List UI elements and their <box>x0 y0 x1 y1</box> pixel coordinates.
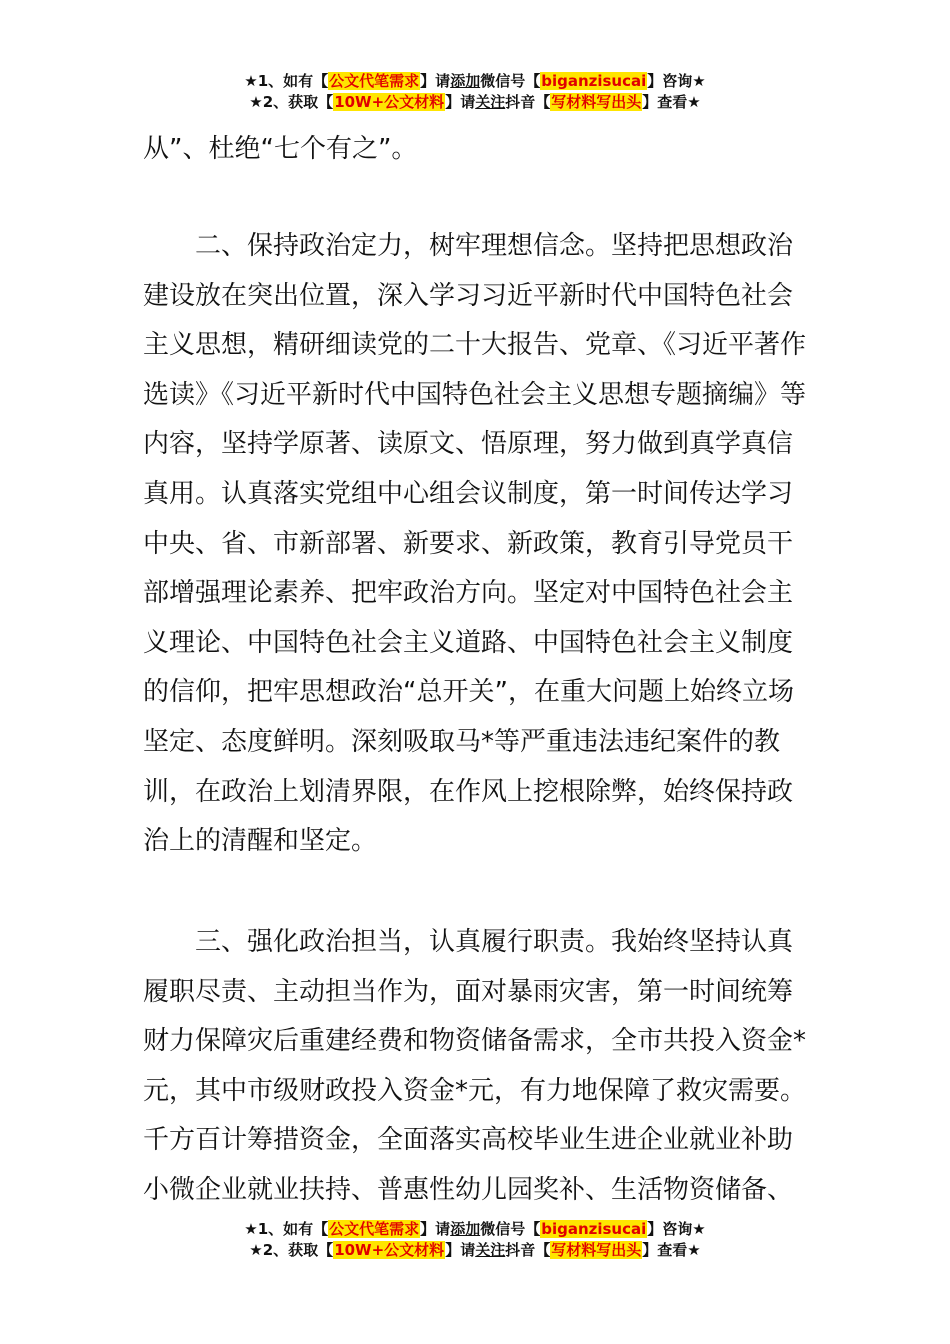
promo-text: 】请 <box>420 72 451 90</box>
promo-text: 】咨询★ <box>647 1220 706 1238</box>
promo-highlight: 写材料写出头 <box>551 1241 642 1259</box>
promo-highlight: 10W+公文材料 <box>334 93 445 111</box>
promo-text: 微信号【 <box>480 1220 541 1238</box>
promo-highlight: 公文代笔需求 <box>329 72 420 90</box>
promo-text: 】查看★ <box>642 1241 701 1259</box>
promo-highlight: biganzisucai <box>541 1220 647 1238</box>
paragraph-continuation: 从”、杜绝“七个有之”。 <box>143 134 418 164</box>
promo-line-2 <box>0 1240 950 1261</box>
promo-text: 】请 <box>445 93 476 111</box>
promo-underlined-text: 关注 <box>475 93 506 111</box>
promo-text: ★1、如有【 <box>244 72 329 90</box>
promo-underlined-text: 关注 <box>475 1241 506 1259</box>
promo-underlined-text: 添加 <box>450 72 481 90</box>
promo-text: 抖音【 <box>505 1241 551 1259</box>
promo-text: 】请 <box>445 1241 476 1259</box>
promo-text: ★2、获取【 <box>249 93 334 111</box>
paragraph-section-two: 二、保持政治定力，树牢理想信念。坚持把思想政治建设放在突出位置，深入学习习近平新时代中国特色社会主义思想，精研细读党的二十大报告、党章、《习近平著作选读》《习近平新时代中国特色社会主义思想专题摘编》等内容，坚持学原著、读原文、悟原理，努力做到真学真信真用。认真落实党组中心组会议制度，第一时间传达学习中央、省、市新部署、新要求、新政策，教育引导党员干部增强理论素养、把牢政治方向。坚定对中国特色社会主义理论、中国特色社会主义道路、中国特色社会主义制度的信仰，把牢思想政治“总开关”，在重大问题上始终立场坚定、态度鲜明。深刻吸取马*等严重违法违纪案件的教训，在政治上划清界限，在作风上挖根除弊，始终保持政治上的清醒和坚定。 <box>143 231 807 857</box>
promo-text: 】请 <box>420 1220 451 1238</box>
promo-underlined-text: 添加 <box>450 1220 481 1238</box>
promo-text: 】查看★ <box>642 93 701 111</box>
promo-text: ★2、获取【 <box>249 1241 334 1259</box>
promo-highlight: 10W+公文材料 <box>334 1241 445 1259</box>
promo-text: 微信号【 <box>480 72 541 90</box>
promo-highlight: 公文代笔需求 <box>329 1220 420 1238</box>
promo-highlight: 写材料写出头 <box>551 93 642 111</box>
promo-text: ★1、如有【 <box>244 1220 329 1238</box>
promo-banner-bottom <box>0 1219 950 1261</box>
promo-line-1 <box>0 1219 950 1240</box>
promo-highlight: biganzisucai <box>541 72 647 90</box>
paragraph-section-three: 三、强化政治担当，认真履行职责。我始终坚持认真履职尽责、主动担当作为，面对暴雨灾害，第一时间统筹财力保障灾后重建经费和物资储备需求，全市共投入资金*元，其中市级财政投入资金*元，有力地保障了救灾需要。千方百计筹措资金，全面落实高校毕业生进企业就业补助小微企业就业扶持、普惠性幼儿园奖补、生活物资储备、 <box>143 927 807 1205</box>
promo-text: 抖音【 <box>505 93 551 111</box>
promo-line-1 <box>0 71 950 92</box>
promo-line-2 <box>0 92 950 113</box>
promo-banner-top <box>0 71 950 113</box>
promo-text: 】咨询★ <box>647 72 706 90</box>
